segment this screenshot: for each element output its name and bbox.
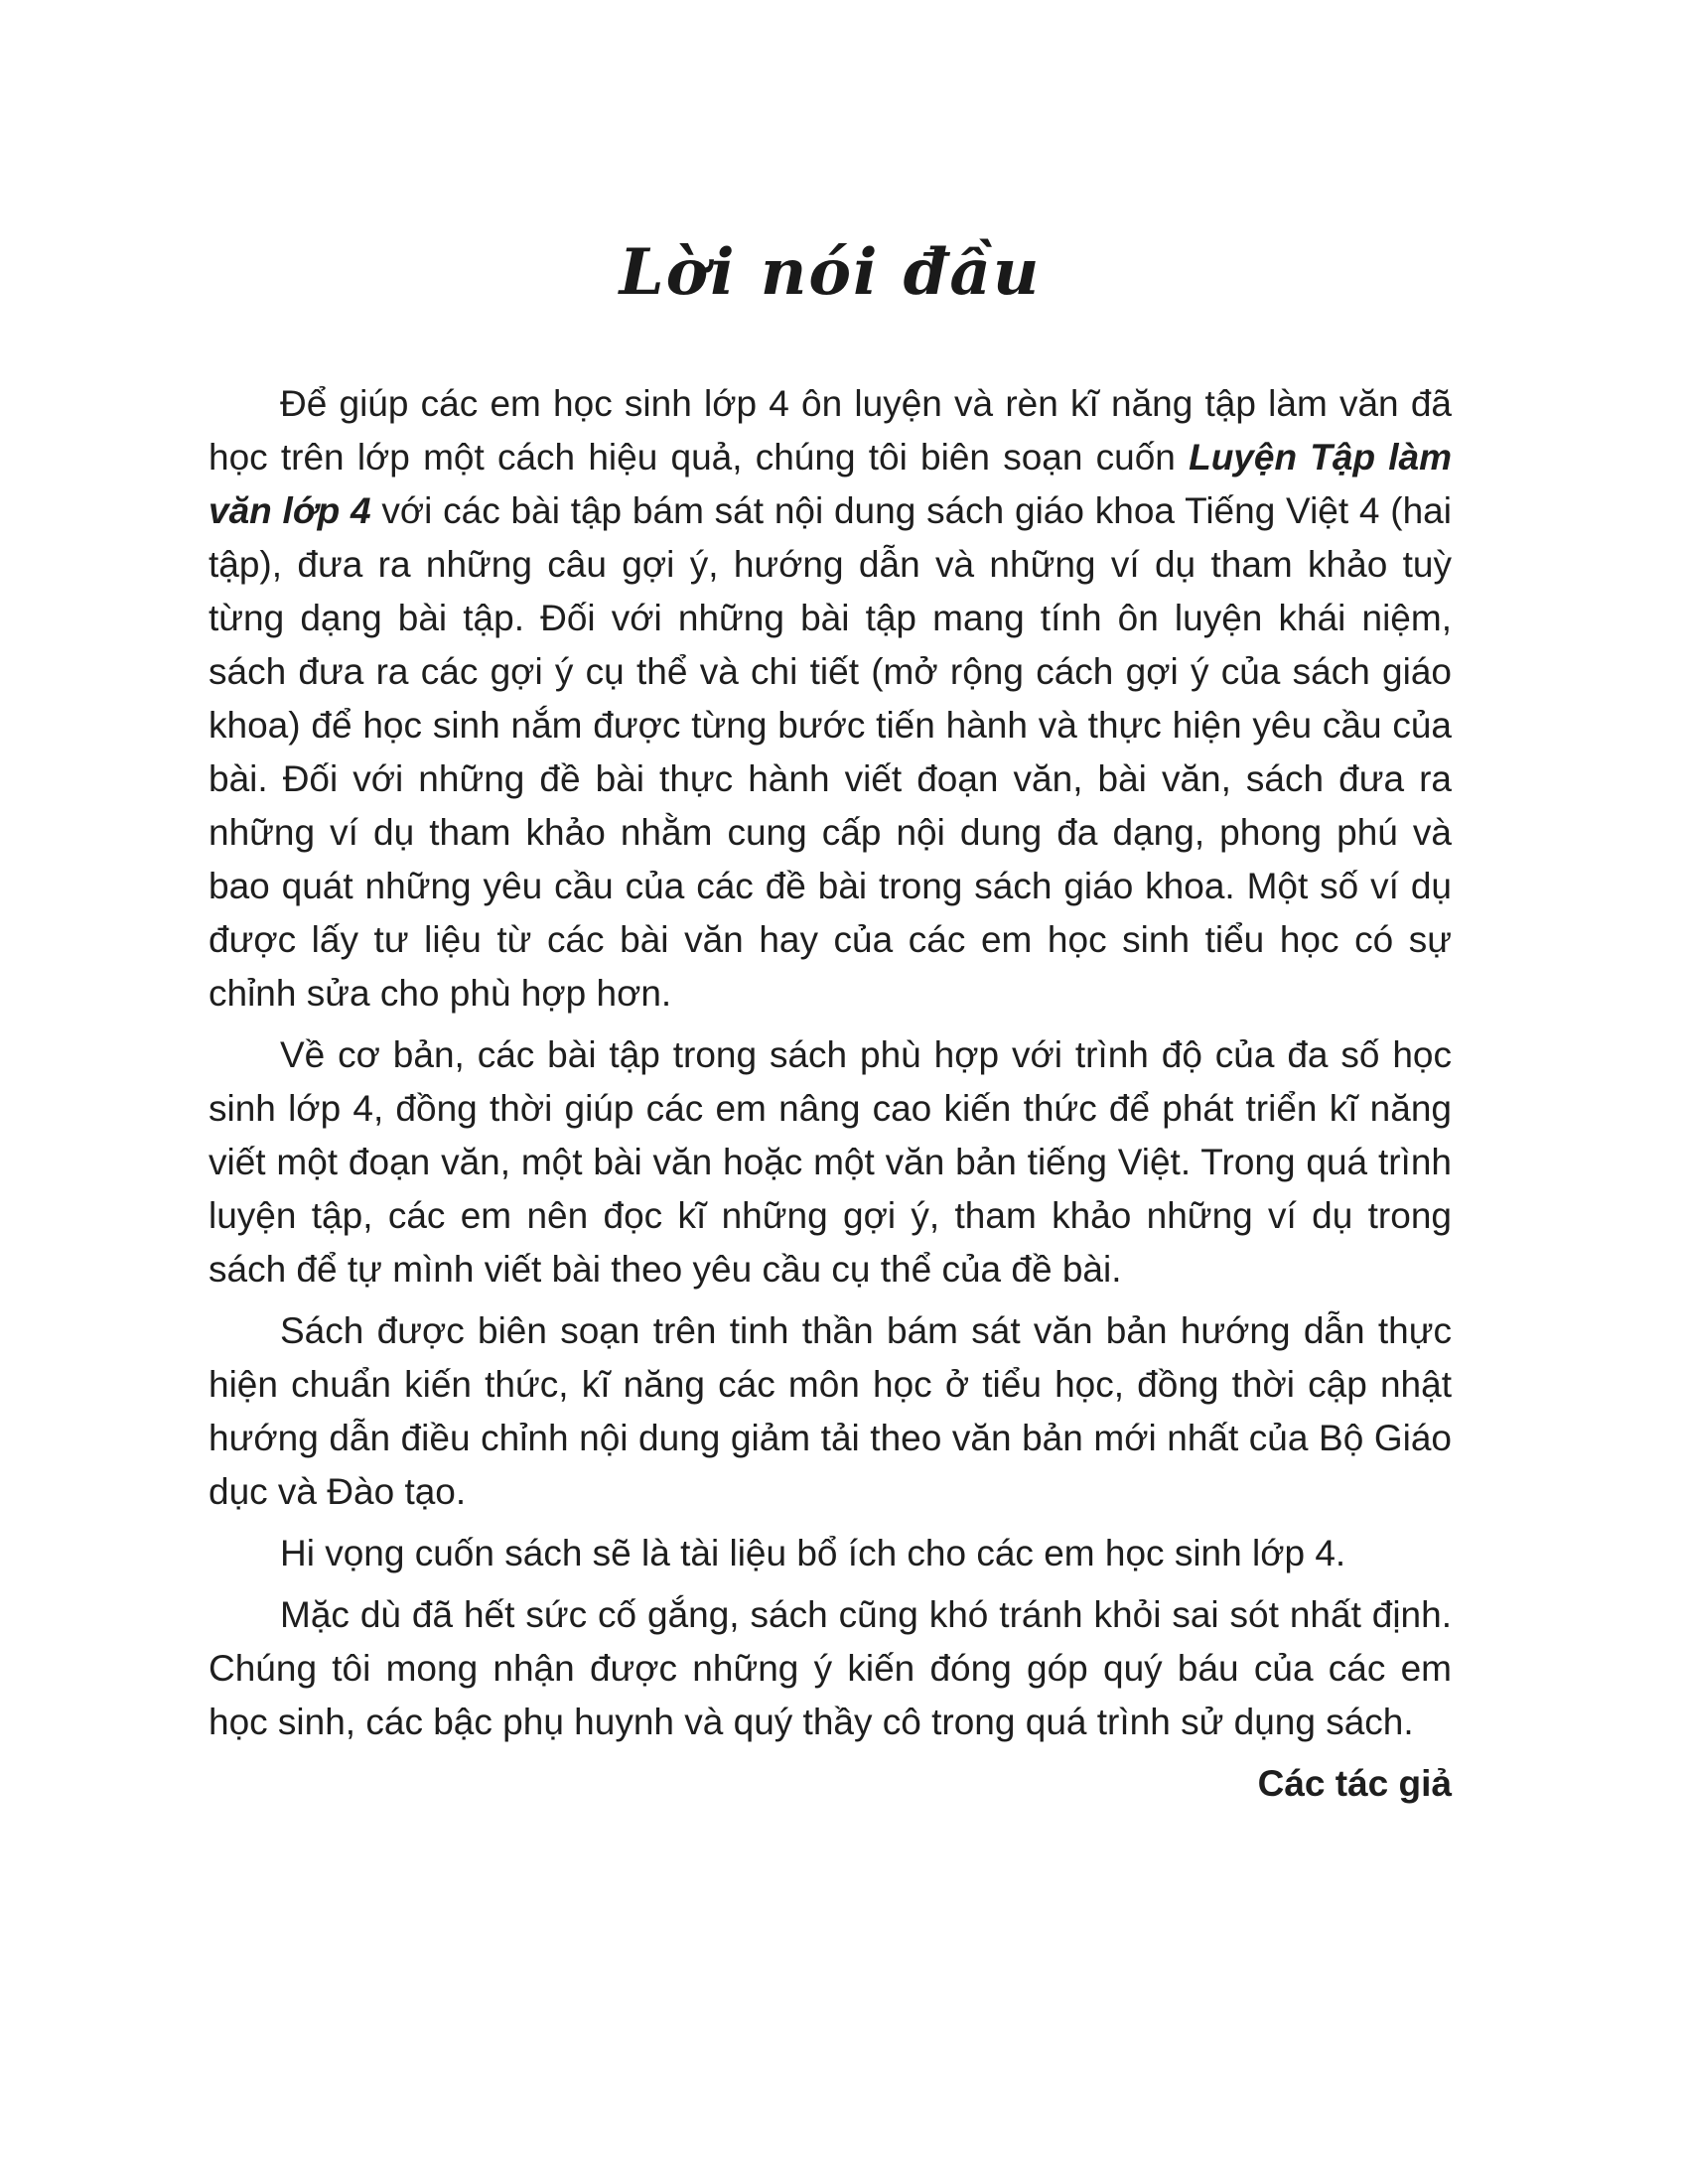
book-title: Luyện Tập làm văn lớp 4 <box>209 437 1453 531</box>
paragraph-1-rest: với các bài tập bám sát nội dung sách giáo khoa Tiếng Việt 4 (hai tập), đưa ra những câu gợi ý, hướng dẫn và những ví dụ tham khảo tuỳ từng dạng bài tập. Đối với những bài tập mang tính ôn luyện khái niệm, sách đưa ra các gợi ý cụ thể và chi tiết (mở rộng cách gợi ý của sách giáo khoa) để học sinh nắm được từng bước tiến hành và thực hiện yêu cầu của bài. Đối với những đề bài thực hành viết đoạn văn, bài văn, sách đưa ra những ví dụ tham khảo nhằm cung cấp nội dung đa dạng, phong phú và bao quát những yêu cầu của các đề bài trong sách giáo khoa. Một số ví dụ được lấy tư liệu từ các bài văn hay của các em học sinh tiểu học có sự chỉnh sửa cho phù hợp hơn. <box>209 490 1452 1014</box>
preface-page <box>209 199 1452 1811</box>
paragraph-4: Hi vọng cuốn sách sẽ là tài liệu bổ ích cho các em học sinh lớp 4. <box>280 1533 1346 1573</box>
paragraph-1-intro: Để giúp các em học sinh lớp 4 ôn luyện và rèn kĩ năng tập làm văn đã học trên lớp một cách hiệu quả, chúng tôi biên soạn cuốn <box>209 383 1452 478</box>
paragraph-3: Sách được biên soạn trên tinh thần bám sát văn bản hướng dẫn thực hiện chuẩn kiến thức, kĩ năng các môn học ở tiểu học, đồng thời cập nhật hướng dẫn điều chỉnh nội dung giảm tải theo văn bản mới nhất của Bộ Giáo dục và Đào tạo. <box>209 1310 1452 1512</box>
paragraph-1 <box>209 377 1452 1021</box>
page-title: Lời nói đầu <box>619 235 1042 310</box>
paragraph-5: Mặc dù đã hết sức cố gắng, sách cũng khó tránh khỏi sai sót nhất định. Chúng tôi mong nhận được những ý kiến đóng góp quý báu của các em học sinh, các bậc phụ huynh và quý thầy cô trong quá trình sử dụng sách. <box>209 1594 1452 1742</box>
paragraph-2: Về cơ bản, các bài tập trong sách phù hợp với trình độ của đa số học sinh lớp 4, đồng thời giúp các em nâng cao kiến thức để phát triển kĩ năng viết một đoạn văn, một bài văn hoặc một văn bản tiếng Việt. Trong quá trình luyện tập, các em nên đọc kĩ những gợi ý, tham khảo những ví dụ trong sách để tự mình viết bài theo yêu cầu cụ thể của đề bài. <box>209 1034 1452 1290</box>
preface-body <box>209 377 1452 1749</box>
signature: Các tác giả <box>1257 1763 1452 1804</box>
